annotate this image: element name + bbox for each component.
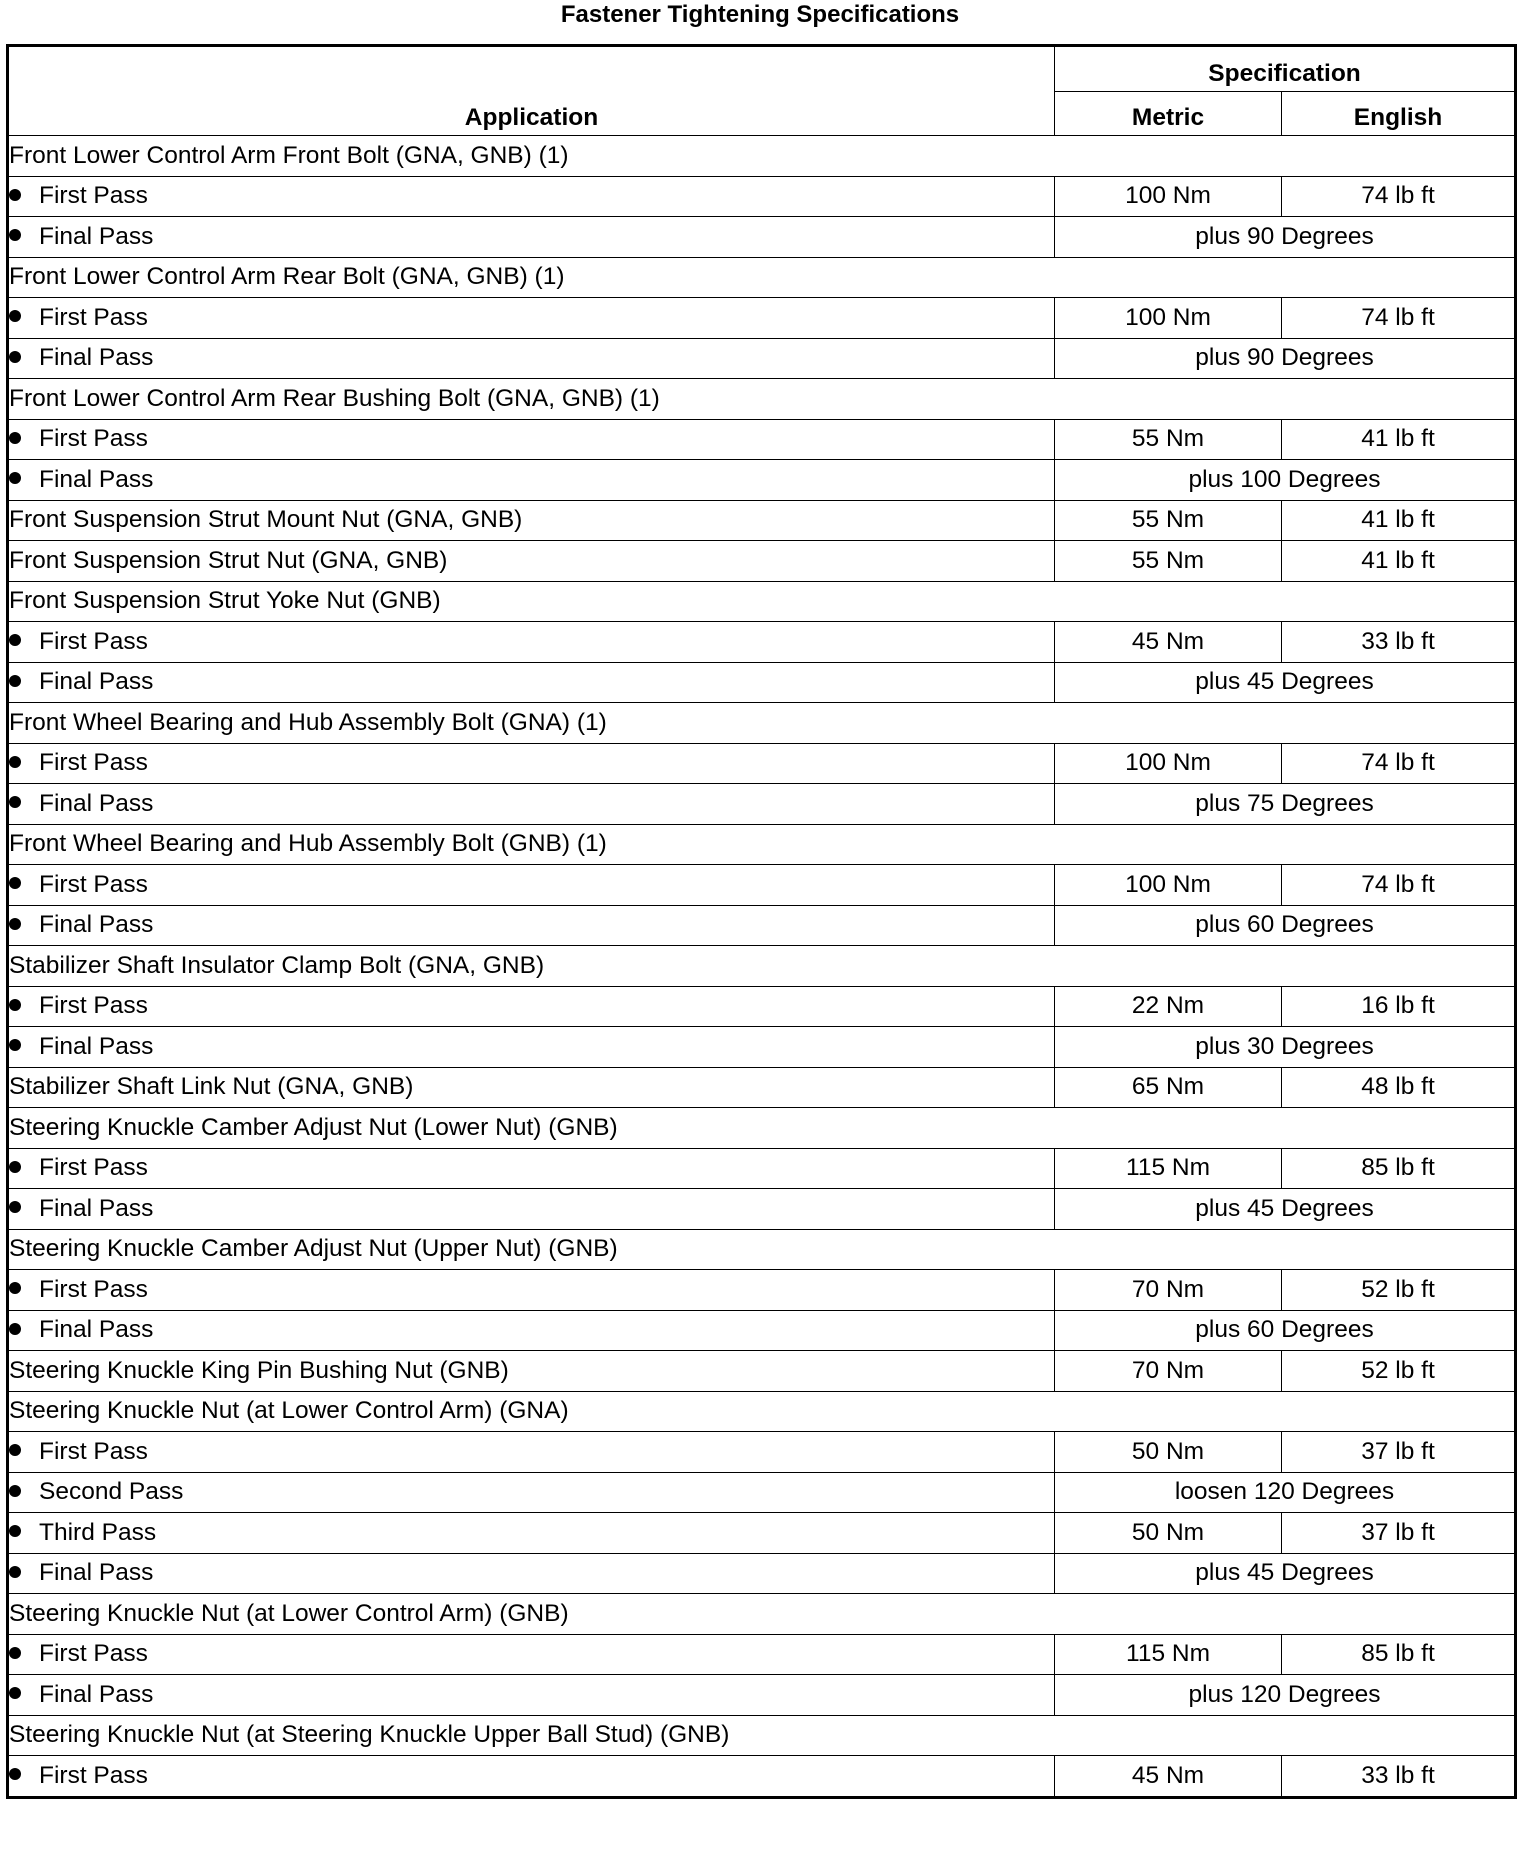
table-row [8, 905, 1516, 946]
pass-cell [8, 986, 1055, 1027]
header-row-1 [8, 46, 1516, 92]
table-row [8, 703, 1516, 744]
table-row [8, 257, 1516, 298]
table-row [8, 1472, 1516, 1513]
bullet-icon [9, 1323, 21, 1335]
pass-label: First Pass [39, 627, 148, 655]
english-value: 41 lb ft [1282, 419, 1516, 460]
table-row [8, 1108, 1516, 1149]
pass-cell [8, 784, 1055, 825]
group-label: Front Wheel Bearing and Hub Assembly Bolt (GNA) (1) [8, 703, 1516, 744]
pass-cell [8, 1148, 1055, 1189]
metric-value: 55 Nm [1055, 541, 1282, 582]
pass-label: Final Pass [39, 1316, 154, 1344]
pass-cell [8, 622, 1055, 663]
bullet-icon [9, 1161, 21, 1173]
bullet-icon [9, 1282, 21, 1294]
table-row [8, 743, 1516, 784]
english-value: 41 lb ft [1282, 541, 1516, 582]
pass-label: First Pass [39, 425, 148, 453]
bullet-icon [9, 877, 21, 889]
bullet-icon [9, 756, 21, 768]
pass-label: Final Pass [39, 789, 154, 817]
bullet-icon [9, 918, 21, 930]
pass-label: First Pass [39, 1154, 148, 1182]
metric-value: 100 Nm [1055, 743, 1282, 784]
table-row [8, 824, 1516, 865]
pass-cell [8, 1310, 1055, 1351]
group-label: Front Lower Control Arm Rear Bushing Bolt (GNA, GNB) (1) [8, 379, 1516, 420]
group-label: Front Lower Control Arm Rear Bolt (GNA, GNB) (1) [8, 257, 1516, 298]
pass-cell [8, 1756, 1055, 1798]
pass-cell [8, 338, 1055, 379]
pass-cell [8, 460, 1055, 501]
pass-cell [8, 298, 1055, 339]
group-label: Steering Knuckle Camber Adjust Nut (Lower Nut) (GNB) [8, 1108, 1516, 1149]
table-row [8, 1594, 1516, 1635]
pass-label: First Pass [39, 1437, 148, 1465]
pass-label: Final Pass [39, 1680, 154, 1708]
pass-label: First Pass [39, 303, 148, 331]
english-value: 33 lb ft [1282, 1756, 1516, 1798]
fastener-spec-table [6, 44, 1517, 1799]
bullet-icon [9, 472, 21, 484]
pass-cell [8, 865, 1055, 906]
metric-value: 100 Nm [1055, 865, 1282, 906]
application-header: Application [8, 46, 1055, 136]
degree-value: plus 90 Degrees [1055, 217, 1516, 258]
english-value: 37 lb ft [1282, 1432, 1516, 1473]
degree-value: plus 60 Degrees [1055, 1310, 1516, 1351]
metric-value: 55 Nm [1055, 500, 1282, 541]
table-row [8, 176, 1516, 217]
bullet-icon [9, 634, 21, 646]
pass-label: Final Pass [39, 1032, 154, 1060]
bullet-icon [9, 999, 21, 1011]
application-label: Stabilizer Shaft Link Nut (GNA, GNB) [8, 1067, 1055, 1108]
degree-value: plus 45 Degrees [1055, 1189, 1516, 1230]
metric-value: 65 Nm [1055, 1067, 1282, 1108]
pass-cell [8, 176, 1055, 217]
pass-cell [8, 1675, 1055, 1716]
table-row [8, 581, 1516, 622]
degree-value: plus 120 Degrees [1055, 1675, 1516, 1716]
pass-cell [8, 217, 1055, 258]
english-value: 74 lb ft [1282, 865, 1516, 906]
pass-label: Second Pass [39, 1478, 184, 1506]
metric-value: 50 Nm [1055, 1432, 1282, 1473]
group-label: Front Suspension Strut Yoke Nut (GNB) [8, 581, 1516, 622]
table-row [8, 1189, 1516, 1230]
table-row [8, 662, 1516, 703]
table-row [8, 460, 1516, 501]
page-title: Fastener Tightening Specifications [560, 1, 960, 28]
english-value: 52 lb ft [1282, 1270, 1516, 1311]
table-row [8, 1310, 1516, 1351]
table-row [8, 136, 1516, 177]
pass-cell [8, 1553, 1055, 1594]
table-row [8, 338, 1516, 379]
table-row [8, 541, 1516, 582]
pass-label: Final Pass [39, 668, 154, 696]
degree-value: plus 75 Degrees [1055, 784, 1516, 825]
table-row [8, 1513, 1516, 1554]
pass-cell [8, 1513, 1055, 1554]
metric-value: 22 Nm [1055, 986, 1282, 1027]
metric-header: Metric [1055, 91, 1282, 136]
english-value: 37 lb ft [1282, 1513, 1516, 1554]
bullet-icon [9, 1444, 21, 1456]
metric-value: 50 Nm [1055, 1513, 1282, 1554]
table-row [8, 1067, 1516, 1108]
table-row [8, 1351, 1516, 1392]
table-row [8, 622, 1516, 663]
bullet-icon [9, 351, 21, 363]
table-row [8, 1391, 1516, 1432]
pass-cell [8, 1634, 1055, 1675]
english-value: 74 lb ft [1282, 176, 1516, 217]
bullet-icon [9, 229, 21, 241]
bullet-icon [9, 1485, 21, 1497]
bullet-icon [9, 1201, 21, 1213]
bullet-icon [9, 796, 21, 808]
table-row [8, 1229, 1516, 1270]
pass-cell [8, 1189, 1055, 1230]
metric-value: 115 Nm [1055, 1634, 1282, 1675]
table-row [8, 419, 1516, 460]
group-label: Stabilizer Shaft Insulator Clamp Bolt (GNA, GNB) [8, 946, 1516, 987]
pass-label: First Pass [39, 1275, 148, 1303]
degree-value: plus 100 Degrees [1055, 460, 1516, 501]
english-value: 74 lb ft [1282, 298, 1516, 339]
english-value: 48 lb ft [1282, 1067, 1516, 1108]
degree-value: plus 45 Degrees [1055, 1553, 1516, 1594]
metric-value: 45 Nm [1055, 1756, 1282, 1798]
table-row [8, 865, 1516, 906]
english-value: 85 lb ft [1282, 1634, 1516, 1675]
english-value: 74 lb ft [1282, 743, 1516, 784]
table-row [8, 946, 1516, 987]
pass-label: First Pass [39, 870, 148, 898]
table-row [8, 298, 1516, 339]
application-label: Front Suspension Strut Mount Nut (GNA, GNB) [8, 500, 1055, 541]
table-row [8, 379, 1516, 420]
application-label: Front Suspension Strut Nut (GNA, GNB) [8, 541, 1055, 582]
english-value: 52 lb ft [1282, 1351, 1516, 1392]
pass-label: First Pass [39, 749, 148, 777]
group-label: Steering Knuckle Nut (at Lower Control Arm) (GNA) [8, 1391, 1516, 1432]
bullet-icon [9, 1687, 21, 1699]
table-row [8, 1148, 1516, 1189]
spec-table-body [8, 136, 1516, 1798]
pass-label: Third Pass [39, 1518, 157, 1546]
bullet-icon [9, 675, 21, 687]
pass-label: First Pass [39, 182, 148, 210]
pass-label: First Pass [39, 1761, 148, 1789]
english-value: 85 lb ft [1282, 1148, 1516, 1189]
bullet-icon [9, 1768, 21, 1780]
bullet-icon [9, 1566, 21, 1578]
bullet-icon [9, 189, 21, 201]
pass-cell [8, 1027, 1055, 1068]
group-label: Steering Knuckle Camber Adjust Nut (Upper Nut) (GNB) [8, 1229, 1516, 1270]
bullet-icon [9, 310, 21, 322]
table-row [8, 1675, 1516, 1716]
degree-value: plus 60 Degrees [1055, 905, 1516, 946]
metric-value: 70 Nm [1055, 1270, 1282, 1311]
pass-cell [8, 1432, 1055, 1473]
table-row [8, 1553, 1516, 1594]
degree-value: plus 30 Degrees [1055, 1027, 1516, 1068]
degree-value: plus 45 Degrees [1055, 662, 1516, 703]
metric-value: 55 Nm [1055, 419, 1282, 460]
table-row [8, 1715, 1516, 1756]
pass-cell [8, 419, 1055, 460]
group-label: Front Wheel Bearing and Hub Assembly Bolt (GNB) (1) [8, 824, 1516, 865]
bullet-icon [9, 1525, 21, 1537]
group-label: Steering Knuckle Nut (at Lower Control Arm) (GNB) [8, 1594, 1516, 1635]
table-row [8, 1756, 1516, 1798]
specification-header: Specification [1055, 46, 1516, 92]
pass-label: Final Pass [39, 222, 154, 250]
degree-value: loosen 120 Degrees [1055, 1472, 1516, 1513]
pass-label: Final Pass [39, 1559, 154, 1587]
table-row [8, 784, 1516, 825]
group-label: Front Lower Control Arm Front Bolt (GNA, GNB) (1) [8, 136, 1516, 177]
metric-value: 100 Nm [1055, 298, 1282, 339]
pass-label: Final Pass [39, 911, 154, 939]
english-header: English [1282, 91, 1516, 136]
english-value: 41 lb ft [1282, 500, 1516, 541]
degree-value: plus 90 Degrees [1055, 338, 1516, 379]
english-value: 33 lb ft [1282, 622, 1516, 663]
pass-label: Final Pass [39, 465, 154, 493]
bullet-icon [9, 1647, 21, 1659]
table-row [8, 1634, 1516, 1675]
pass-label: Final Pass [39, 1194, 154, 1222]
pass-label: First Pass [39, 992, 148, 1020]
pass-cell [8, 905, 1055, 946]
pass-cell [8, 1472, 1055, 1513]
bullet-icon [9, 432, 21, 444]
table-row [8, 1432, 1516, 1473]
pass-label: Final Pass [39, 344, 154, 372]
metric-value: 45 Nm [1055, 622, 1282, 663]
table-row [8, 1270, 1516, 1311]
table-row [8, 217, 1516, 258]
table-row [8, 500, 1516, 541]
metric-value: 70 Nm [1055, 1351, 1282, 1392]
english-value: 16 lb ft [1282, 986, 1516, 1027]
metric-value: 100 Nm [1055, 176, 1282, 217]
metric-value: 115 Nm [1055, 1148, 1282, 1189]
pass-label: First Pass [39, 1640, 148, 1668]
pass-cell [8, 1270, 1055, 1311]
table-row [8, 1027, 1516, 1068]
group-label: Steering Knuckle Nut (at Steering Knuckle Upper Ball Stud) (GNB) [8, 1715, 1516, 1756]
application-label: Steering Knuckle King Pin Bushing Nut (GNB) [8, 1351, 1055, 1392]
table-row [8, 986, 1516, 1027]
pass-cell [8, 743, 1055, 784]
pass-cell [8, 662, 1055, 703]
bullet-icon [9, 1039, 21, 1051]
